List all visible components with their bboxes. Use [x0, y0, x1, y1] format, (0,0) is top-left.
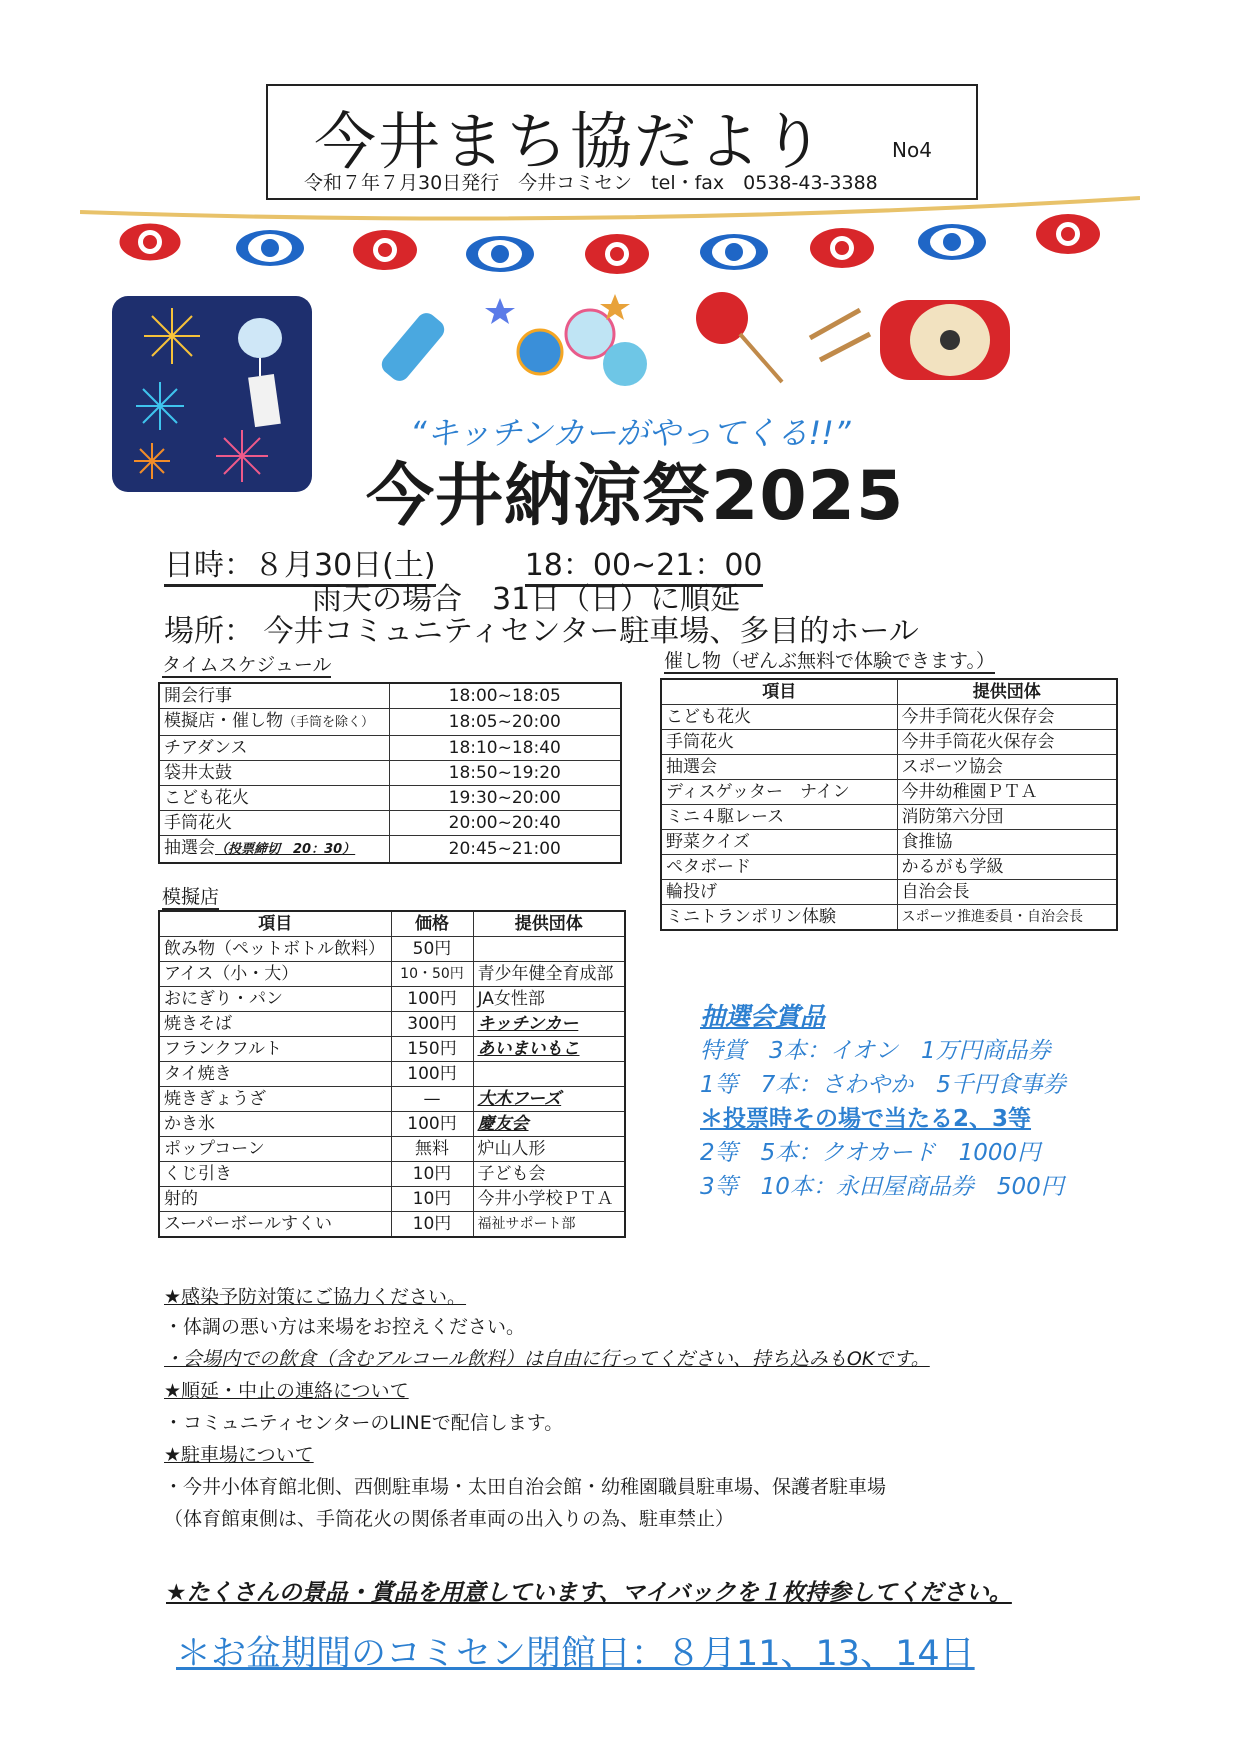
schedule-time: 18:05~20:00: [389, 709, 621, 736]
activity-item: 野菜クイズ: [661, 830, 897, 855]
table-row: [159, 1212, 625, 1238]
stall-item: くじ引き: [159, 1162, 391, 1187]
schedule-time: 18:10~18:40: [389, 736, 621, 761]
prize-third: 3等 10本：永田屋商品券 500円: [700, 1174, 1064, 1200]
table-row: [159, 786, 621, 811]
infection-note-2: ・会場内での飲食（含むアルコール飲料）は自由に行ってください、持ち込みもOKです。: [164, 1348, 930, 1370]
stall-item: 飲み物（ペットボトル飲料）: [159, 937, 391, 962]
table-row: [159, 1112, 625, 1137]
infection-heading: ★感染予防対策にご協力ください。: [164, 1286, 467, 1308]
schedule-item-label: 袋井太鼓: [164, 763, 232, 783]
stall-price: 10円: [391, 1212, 473, 1238]
table-row: [159, 683, 621, 709]
event-time: 18：00~21：00: [525, 548, 763, 587]
stall-price: 100円: [391, 1062, 473, 1087]
table-row: [159, 736, 621, 761]
stall-org: 青少年健全育成部: [473, 962, 625, 987]
table-row: [159, 761, 621, 786]
activities-heading: 催し物（ぜんぶ無料で体験できます。）: [664, 650, 995, 672]
stall-price: 100円: [391, 1112, 473, 1137]
stall-item: アイス（小・大）: [159, 962, 391, 987]
parking-note-2: （体育館東側は、手筒花火の関係者車両の出入りの為、駐車禁止）: [164, 1508, 735, 1530]
ramune-bottle-icon: [378, 309, 449, 385]
schedule-table: [158, 682, 622, 864]
closing-note: ★たくさんの景品・賞品を用意しています、マイバックを１枚持参してください。: [166, 1580, 1012, 1606]
event-title: 今井納涼祭2025: [366, 457, 905, 536]
activity-org: スポーツ協会: [897, 755, 1117, 780]
table-row: [661, 730, 1117, 755]
festival-goods-illustration: [340, 290, 1120, 400]
stalls-heading: 模擬店: [162, 886, 220, 908]
table-row: [159, 1162, 625, 1187]
schedule-item: [159, 761, 389, 786]
stalls-table: [158, 910, 626, 1238]
stall-org: 大木フーズ: [473, 1087, 625, 1112]
schedule-item-note: （手筒を除く）: [283, 715, 375, 730]
schedule-item-label: 開会行事: [164, 686, 232, 706]
newsletter-title: 今井まち協だより: [314, 105, 827, 178]
table-row: [159, 811, 621, 836]
activities-header-item: 項目: [661, 679, 897, 705]
stall-org: [473, 1062, 625, 1087]
activity-org: 今井手筒花火保存会: [897, 730, 1117, 755]
table-row: [661, 855, 1117, 880]
activity-item: こども花火: [661, 705, 897, 730]
postpone-heading: ★順延・中止の連絡について: [164, 1380, 409, 1402]
activity-item: 抽選会: [661, 755, 897, 780]
table-row: [159, 937, 625, 962]
masthead: [266, 84, 978, 200]
schedule-heading: タイムスケジュール: [162, 654, 332, 676]
stall-org: あいまいもこ: [473, 1037, 625, 1062]
stall-org: 慶友会: [473, 1112, 625, 1137]
schedule-time: 19:30~20:00: [389, 786, 621, 811]
candy-apple-icon: [696, 292, 782, 382]
stalls-header-item: 項目: [159, 911, 391, 937]
publication-info: 令和７年７月30日発行 今井コミセン tel・fax 0538-43-3388: [304, 172, 878, 194]
stall-item: ポップコーン: [159, 1137, 391, 1162]
postpone-note: ・コミュニティセンターのLINEで配信します。: [164, 1412, 564, 1434]
stall-org: [473, 937, 625, 962]
stall-price: 300円: [391, 1012, 473, 1037]
schedule-item: [159, 836, 389, 864]
stall-item: 射的: [159, 1187, 391, 1212]
prize-first: 1等 7本：さわやか 5千円食事券: [700, 1072, 1066, 1098]
stall-item: 焼きそば: [159, 1012, 391, 1037]
prizes-heading: 抽選会賞品: [700, 1002, 826, 1031]
stall-price: 10・50円: [391, 962, 473, 987]
table-row: [159, 1087, 625, 1112]
rain-date-note: 雨天の場合 31日（日）に順延: [312, 582, 741, 617]
taiko-drum-icon: [810, 300, 1010, 380]
lantern-garland-illustration: [80, 190, 1140, 300]
prize-special: 特賞 3本：イオン 1万円商品券: [700, 1038, 1051, 1064]
parking-note-1: ・今井小体育館北側、西側駐車場・太田自治会館・幼稚園職員駐車場、保護者駐車場: [164, 1476, 887, 1498]
schedule-item-label: チアダンス: [164, 738, 248, 758]
stall-price: 150円: [391, 1037, 473, 1062]
issue-number: No4: [892, 138, 932, 162]
prize-second: 2等 5本：クオカード 1000円: [700, 1140, 1041, 1166]
stalls-header-org: 提供団体: [473, 911, 625, 937]
table-row: [159, 1137, 625, 1162]
stall-item: フランクフルト: [159, 1037, 391, 1062]
stall-org: 子ども会: [473, 1162, 625, 1187]
stall-item: おにぎり・パン: [159, 987, 391, 1012]
table-row: [159, 836, 621, 864]
event-place: 場所： 今井コミュニティセンター駐車場、多目的ホール: [164, 614, 919, 649]
schedule-item: [159, 736, 389, 761]
infection-note-1: ・体調の悪い方は来場をお控えください。: [164, 1316, 526, 1338]
activity-item: ミニ４駆レース: [661, 805, 897, 830]
schedule-item: [159, 683, 389, 709]
stall-org: 炉山人形: [473, 1137, 625, 1162]
schedule-item-label: 手筒花火: [164, 813, 232, 833]
activity-item: ペタボード: [661, 855, 897, 880]
fireworks-illustration: [112, 296, 312, 492]
parking-heading: ★駐車場について: [164, 1444, 314, 1466]
stall-price: 50円: [391, 937, 473, 962]
activity-org: 食推協: [897, 830, 1117, 855]
prize-note: ＊投票時その場で当たる2、3等: [700, 1106, 1032, 1132]
stalls-header-price: 価格: [391, 911, 473, 937]
stall-org: 今井小学校ＰＴＡ: [473, 1187, 625, 1212]
wind-chime-icon: [238, 318, 282, 427]
schedule-item: [159, 811, 389, 836]
activity-item: 手筒花火: [661, 730, 897, 755]
stall-price: 100円: [391, 987, 473, 1012]
stall-price: 無料: [391, 1137, 473, 1162]
schedule-time: 18:50~19:20: [389, 761, 621, 786]
stall-org: キッチンカー: [473, 1012, 625, 1037]
obon-closure-note: ＊お盆期間のコミセン閉館日：８月11、13、14日: [176, 1634, 975, 1674]
yoyo-balloon-icon: [518, 310, 647, 386]
activity-item: 輪投げ: [661, 880, 897, 905]
table-row: [661, 780, 1117, 805]
event-date: 日時：８月30日(土): [164, 548, 436, 587]
table-row: [661, 755, 1117, 780]
stall-item: スーパーボールすくい: [159, 1212, 391, 1238]
activity-org: スポーツ推進委員・自治会長: [897, 905, 1117, 931]
activity-item: ディスゲッター ナイン: [661, 780, 897, 805]
table-row: [159, 987, 625, 1012]
table-row: [661, 805, 1117, 830]
stall-org: JA女性部: [473, 987, 625, 1012]
lantern-icons: [118, 214, 1100, 274]
stall-price: 10円: [391, 1162, 473, 1187]
event-slogan: “キッチンカーがやってくる!!”: [410, 414, 851, 452]
table-row: [159, 1037, 625, 1062]
activity-org: 今井幼稚園ＰＴＡ: [897, 780, 1117, 805]
schedule-item-note: （投票締切 20：30）: [215, 842, 356, 857]
stall-item: かき氷: [159, 1112, 391, 1137]
schedule-time: 20:45~21:00: [389, 836, 621, 864]
table-row: [159, 1062, 625, 1087]
schedule-item-label: 模擬店・催し物: [164, 711, 283, 731]
schedule-time: 18:00~18:05: [389, 683, 621, 709]
schedule-item: [159, 786, 389, 811]
table-row: [159, 1012, 625, 1037]
activities-header-org: 提供団体: [897, 679, 1117, 705]
activity-org: かるがも学級: [897, 855, 1117, 880]
table-row: [159, 962, 625, 987]
schedule-item: [159, 709, 389, 736]
table-row: [159, 1187, 625, 1212]
table-row: [159, 709, 621, 736]
activities-table: [660, 678, 1118, 931]
table-row: [661, 880, 1117, 905]
table-row: [661, 830, 1117, 855]
lottery-prizes: [700, 1000, 1066, 1204]
activity-org: 消防第六分団: [897, 805, 1117, 830]
schedule-time: 20:00~20:40: [389, 811, 621, 836]
table-row: [661, 905, 1117, 931]
stall-item: 焼きぎょうざ: [159, 1087, 391, 1112]
stall-org: 福祉サポート部: [473, 1212, 625, 1238]
stall-item: タイ焼き: [159, 1062, 391, 1087]
schedule-item-label: 抽選会: [164, 838, 215, 858]
stall-price: —: [391, 1087, 473, 1112]
schedule-item-label: こども花火: [164, 788, 249, 808]
table-row: [661, 705, 1117, 730]
activity-org: 自治会長: [897, 880, 1117, 905]
activity-item: ミニトランポリン体験: [661, 905, 897, 931]
stall-price: 10円: [391, 1187, 473, 1212]
activity-org: 今井手筒花火保存会: [897, 705, 1117, 730]
